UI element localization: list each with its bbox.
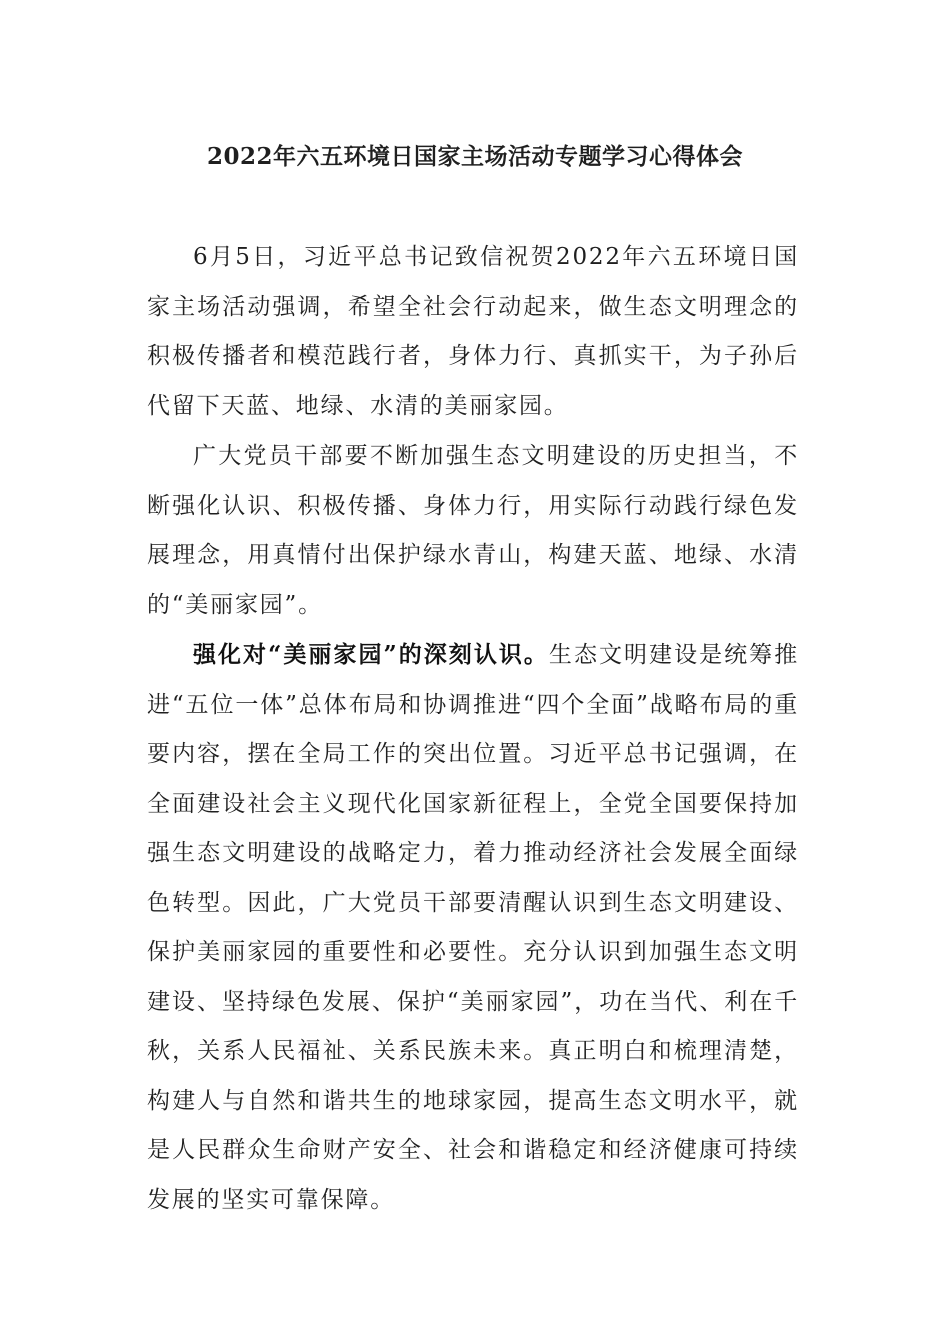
paragraph-2: [147, 431, 799, 630]
document-title: 2022年六五环境日国家主场活动专题学习心得体会: [206, 143, 743, 170]
document-body: [147, 232, 799, 1225]
paragraph-2-text: 广大党员干部要不断加强生态文明建设的历史担当，不断强化认识、积极传播、身体力行，用实际行动践行绿色发展理念，用真情付出保护绿水青山，构建天蓝、地绿、水清的“美丽家园”。: [147, 443, 799, 618]
paragraph-3: [147, 630, 799, 1225]
paragraph-1: [147, 232, 799, 431]
paragraph-3-lead: 强化对“美丽家园”的深刻认识。: [193, 641, 549, 668]
paragraph-3-text: 生态文明建设是统筹推进“五位一体”总体布局和协调推进“四个全面”战略布局的重要内容，摆在全局工作的突出位置。习近平总书记强调，在全面建设社会主义现代化国家新征程上，全党全国要保持加强生态文明建设的战略定力，着力推动经济社会发展全面绿色转型。因此，广大党员干部要清醒认识到生态文明建设、保护美丽家园的重要性和必要性。充分认识到加强生态文明建设、坚持绿色发展、保护“美丽家园”，功在当代、利在千秋，关系人民福祉、关系民族未来。真正明白和梳理清楚，构建人与自然和谐共生的地球家园，提高生态文明水平，就是人民群众生命财产安全、社会和谐稳定和经济健康可持续发展的坚实可靠保障。: [147, 642, 799, 1213]
paragraph-1-text: 6月5日，习近平总书记致信祝贺2022年六五环境日国家主场活动强调，希望全社会行动起来，做生态文明理念的积极传播者和模范践行者，身体力行、真抓实干，为子孙后代留下天蓝、地绿、水清的美丽家园。: [147, 244, 799, 419]
